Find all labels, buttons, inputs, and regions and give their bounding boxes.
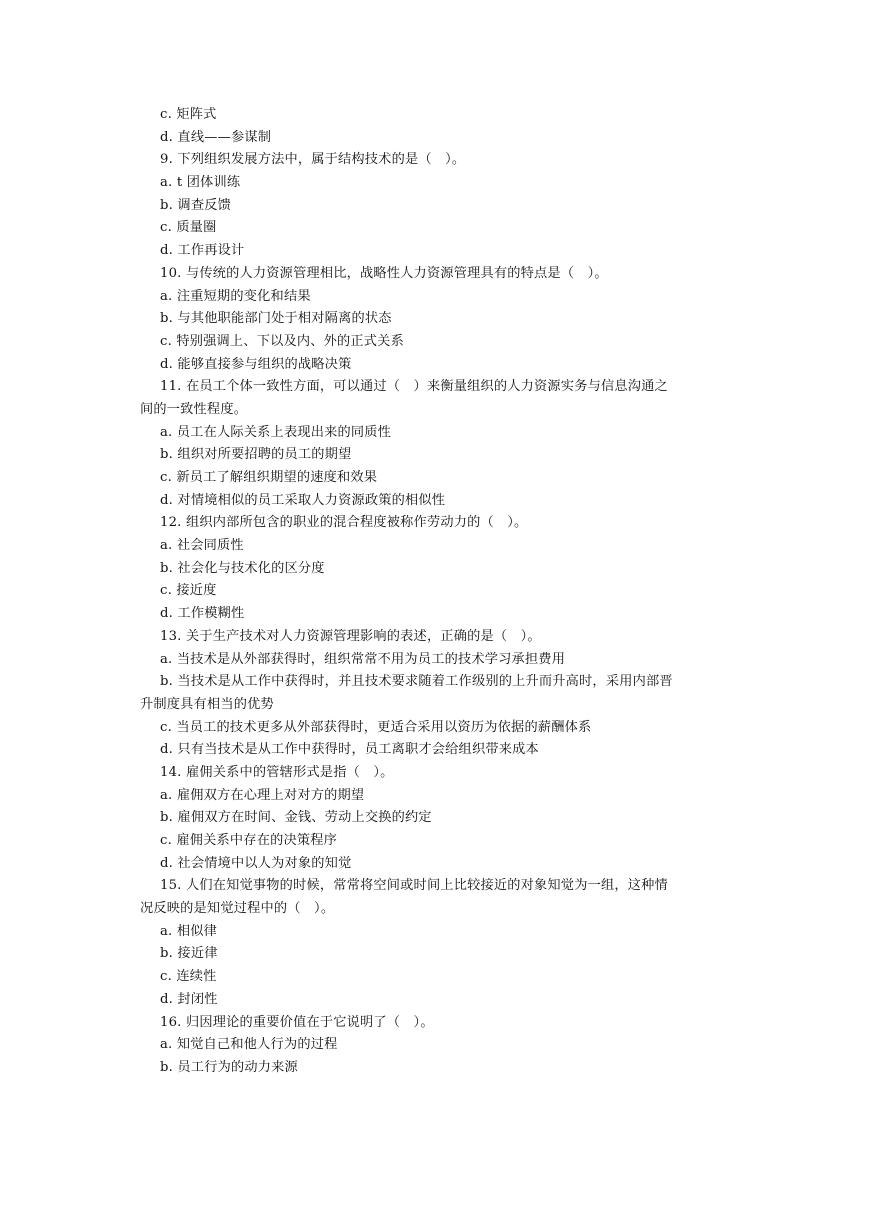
option-line: c. 特别强调上、下以及内、外的正式关系: [160, 333, 404, 349]
option-line: c. 接近度: [160, 583, 217, 599]
option-line: d. 社会情境中以人为对象的知觉: [160, 855, 352, 871]
option-line: b. 接近律: [160, 946, 218, 962]
question-line: 15. 人们在知觉事物的时候，常常将空间或时间上比较接近的对象知觉为一组，这种情: [160, 878, 668, 894]
option-line: c. 矩阵式: [160, 107, 217, 122]
option-line: c. 连续性: [160, 969, 217, 985]
option-line: c. 质量圈: [160, 220, 217, 236]
option-line: d. 工作再设计: [160, 243, 245, 259]
exam-text-body: [140, 104, 740, 1080]
option-line: b. 组织对所要招聘的员工的期望: [160, 447, 352, 463]
option-line: d. 直线——参谋制: [160, 129, 272, 145]
option-line: c. 新员工了解组织期望的速度和效果: [160, 470, 378, 485]
option-line: c. 当员工的技术更多从外部获得时，更适合采用以资历为依据的薪酬体系: [160, 719, 592, 735]
option-line: b. 与其他职能部门处于相对隔离的状态: [160, 311, 392, 327]
option-line: a. 雇佣双方在心理上对对方的期望: [160, 787, 365, 803]
option-line: b. 员工行为的动力来源: [160, 1059, 298, 1075]
question-line: 16. 归因理论的重要价值在于它说明了（ ）。: [160, 1014, 434, 1030]
option-line: d. 封闭性: [160, 991, 218, 1007]
option-line: a. 知觉自己和他人行为的过程: [160, 1037, 338, 1053]
option-line: a. t 团体训练: [160, 175, 241, 191]
option-line: c. 雇佣关系中存在的决策程序: [160, 833, 338, 848]
question-line: 11. 在员工个体一致性方面，可以通过（ ）来衡量组织的人力资源实务与信息沟通之: [160, 379, 668, 395]
option-line: a. 相似律: [160, 923, 218, 939]
question-line: 10. 与传统的人力资源管理相比，战略性人力资源管理具有的特点是（ ）。: [160, 265, 608, 281]
option-line: d. 对情境相似的员工采取人力资源政策的相似性: [160, 492, 446, 508]
option-line: a. 员工在人际关系上表现出来的同质性: [160, 424, 392, 440]
option-line: b. 当技术是从工作中获得时，并且技术要求随着工作级别的上升而升高时，采用内部晋: [160, 674, 673, 690]
option-line: b. 雇佣双方在时间、金钱、劳动上交换的约定: [160, 810, 432, 826]
option-line: a. 当技术是从外部获得时，组织常常不用为员工的技术学习承担费用: [160, 651, 566, 667]
continuation-line: 况反映的是知觉过程中的（ ）。: [140, 901, 335, 917]
question-line: 9. 下列组织发展方法中，属于结构技术的是（ ）。: [160, 152, 466, 168]
option-line: d. 工作模糊性: [160, 606, 245, 622]
continuation-line: 间的一致性程度。: [140, 401, 248, 417]
option-line: d. 能够直接参与组织的战略决策: [160, 356, 352, 372]
option-line: a. 注重短期的变化和结果: [160, 288, 311, 304]
option-line: a. 社会同质性: [160, 538, 244, 554]
option-line: b. 社会化与技术化的区分度: [160, 560, 325, 576]
option-line: d. 只有当技术是从工作中获得时，员工离职才会给组织带来成本: [160, 742, 539, 758]
question-line: 14. 雇佣关系中的管辖形式是指（ ）。: [160, 764, 394, 780]
question-line: 13. 关于生产技术对人力资源管理影响的表述，正确的是（ ）。: [160, 628, 541, 644]
question-line: 12. 组织内部所包含的职业的混合程度被称作劳动力的（ ）。: [160, 515, 528, 531]
continuation-line: 升制度具有相当的优势: [140, 696, 274, 712]
option-line: b. 调查反馈: [160, 197, 231, 213]
